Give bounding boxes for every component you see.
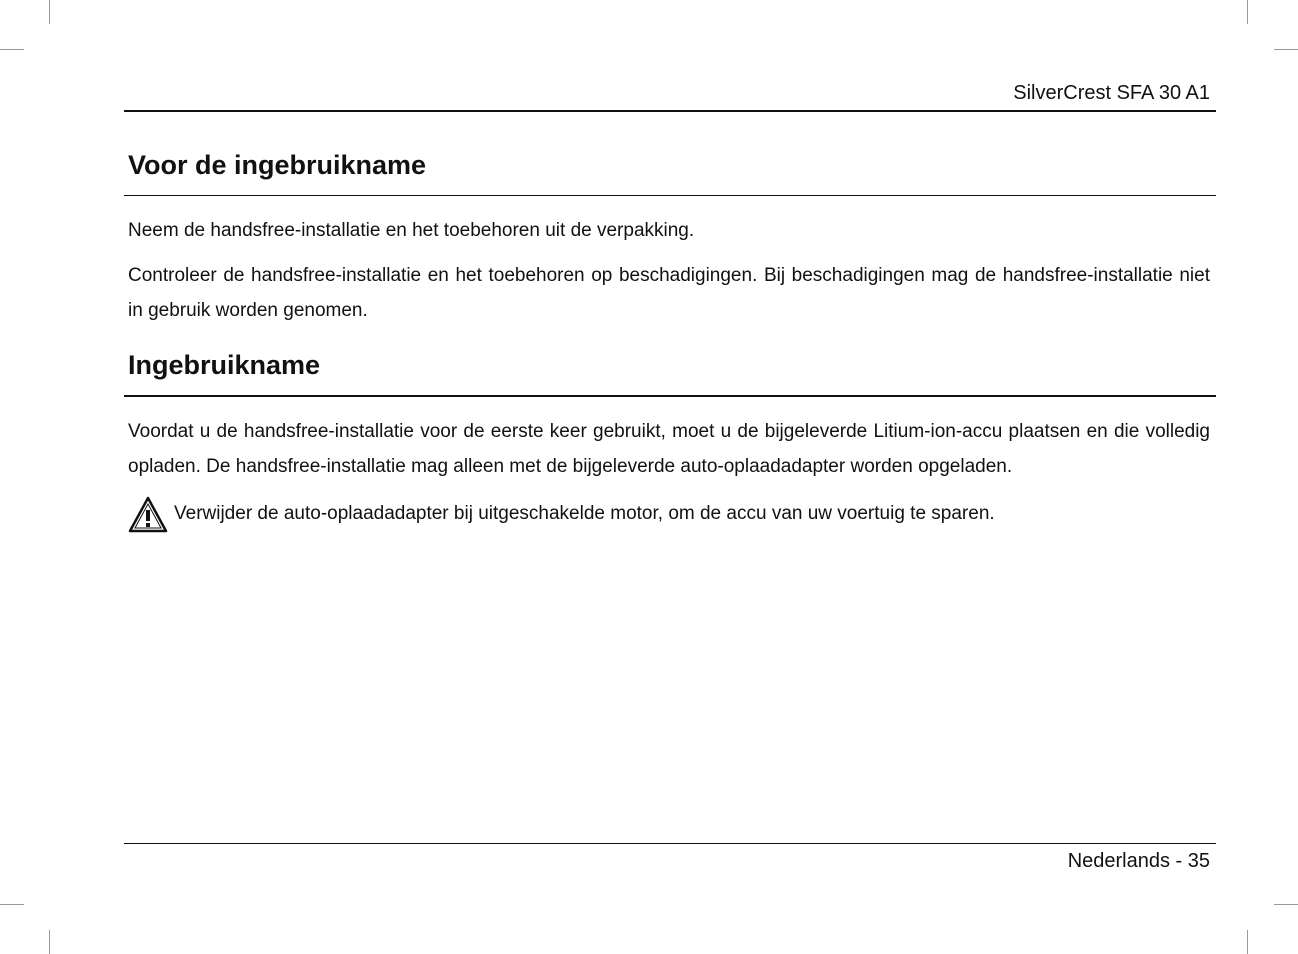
crop-mark-top-right-horizontal — [1274, 49, 1298, 50]
warning-triangle-icon — [128, 496, 168, 534]
footer-rule — [124, 843, 1216, 844]
section-heading-voor-de-ingebruikname: Voor de ingebruikname — [128, 150, 427, 180]
section-rule-1 — [124, 195, 1216, 196]
paragraph-check-damage: Controleer de handsfree-installatie en het toebehoren op beschadigingen. Bij beschadigingen mag de handsfree-installatie niet in gebruik worden genomen. — [128, 265, 1210, 321]
section-heading-ingebruikname: Ingebruikname — [128, 350, 321, 380]
warning-text: Verwijder de auto-oplaadadapter bij uitgeschakelde motor, om de accu van uw voertuig te sparen. — [174, 503, 995, 524]
page-header-product: SilverCrest SFA 30 A1 — [1013, 82, 1210, 104]
warning-note — [128, 496, 1210, 534]
crop-mark-bottom-right-horizontal — [1274, 904, 1298, 905]
crop-mark-bottom-right-vertical — [1247, 930, 1248, 954]
crop-mark-bottom-left-horizontal — [0, 904, 24, 905]
page-footer-label: Nederlands - 35 — [1067, 850, 1210, 872]
crop-mark-bottom-left-vertical — [49, 930, 50, 954]
section-rule-2 — [124, 395, 1216, 397]
header-rule — [124, 110, 1216, 112]
paragraph-unpack: Neem de handsfree-installatie en het toebehoren uit de verpakking. — [128, 220, 695, 241]
paragraph-first-use: Voordat u de handsfree-installatie voor de eerste keer gebruikt, moet u de bijgeleverde Litium-ion-accu plaatsen en die volledig opladen. De handsfree-installatie mag alleen met de bijgeleverde auto-oplaadadapter worden opgeladen. — [128, 421, 1210, 477]
crop-mark-top-left-vertical — [49, 0, 50, 24]
crop-mark-top-left-horizontal — [0, 49, 24, 50]
crop-mark-top-right-vertical — [1247, 0, 1248, 24]
